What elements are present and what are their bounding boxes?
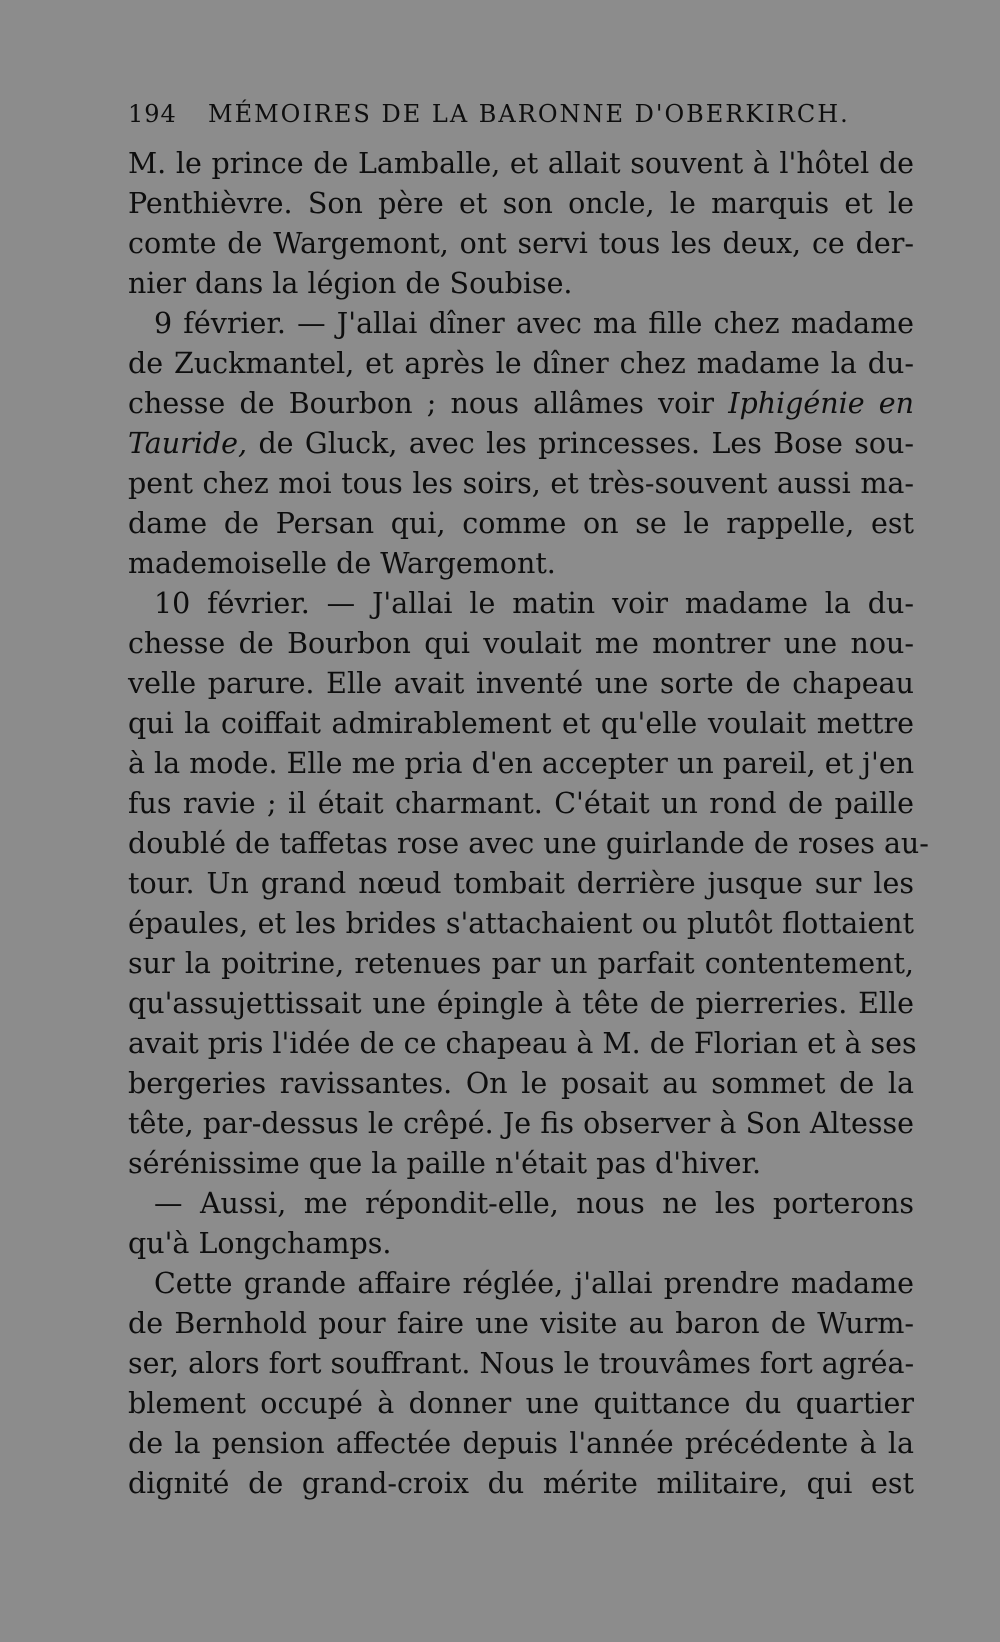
text-line: mademoiselle de Wargemont. [128, 547, 556, 580]
page-number: 194 [128, 100, 177, 128]
text-line: chesse de Bourbon qui voulait me montrer une nou- [128, 627, 914, 660]
text-line: de la pension affectée depuis l'année précédente à la [128, 1427, 914, 1460]
text-segment: de Gluck, avec les princesses. Les Bose sou- [247, 427, 914, 460]
text-line: tête, par-dessus le crêpé. Je fis observer à Son Altesse [128, 1107, 914, 1140]
text-line [128, 384, 914, 424]
text-line: Cette grande affaire réglée, j'allai prendre madame [154, 1267, 914, 1300]
text-line: blement occupé à donner une quittance du quartier [128, 1387, 914, 1420]
running-title: MÉMOIRES DE LA BARONNE D'OBERKIRCH. [208, 100, 850, 128]
text-line: de Bernhold pour faire une visite au baron de Wurm- [128, 1307, 914, 1340]
text-line: dame de Persan qui, comme on se le rappelle, est [128, 507, 914, 540]
text-line: ser, alors fort souffrant. Nous le trouvâmes fort agréa- [128, 1347, 915, 1380]
text-line: sérénissime que la paille n'était pas d'hiver. [128, 1147, 762, 1180]
book-page [128, 100, 929, 1504]
text-line: de Zuckmantel, et après le dîner chez madame la du- [128, 347, 914, 380]
text-line: — Aussi, me répondit-elle, nous ne les porterons [154, 1187, 914, 1220]
text-line: qui la coiffait admirablement et qu'elle voulait mettre [128, 707, 914, 740]
text-segment: chesse de Bourbon ; nous allâmes voir [128, 387, 715, 420]
text-line: pent chez moi tous les soirs, et très-souvent aussi ma- [128, 467, 914, 500]
text-line: avait pris l'idée de ce chapeau à M. de Florian et à ses [128, 1027, 917, 1060]
text-line: 10 février. — J'allai le matin voir madame la du- [154, 587, 914, 620]
text-line: comte de Wargemont, ont servi tous les deux, ce der- [128, 227, 914, 260]
text-line: nier dans la légion de Soubise. [128, 267, 573, 300]
text-line: fus ravie ; il était charmant. C'était un rond de paille [128, 787, 914, 820]
italic-title: Iphigénie en [728, 387, 915, 420]
text-line: doublé de taffetas rose avec une guirlande de roses au- [128, 827, 929, 860]
text-line: M. le prince de Lamballe, et allait souvent à l'hôtel de [128, 147, 914, 180]
text-line: épaules, et les brides s'attachaient ou plutôt flottaient [128, 907, 914, 940]
text-line: dignité de grand-croix du mérite militaire, qui est [128, 1467, 914, 1500]
text-line: tour. Un grand nœud tombait derrière jusque sur les [128, 867, 914, 900]
text-line: 9 février. — J'allai dîner avec ma fille chez madame [154, 307, 914, 340]
text-line: bergeries ravissantes. On le posait au sommet de la [128, 1067, 914, 1100]
text-line: Penthièvre. Son père et son oncle, le marquis et le [128, 187, 914, 220]
page-header [128, 100, 914, 140]
text-line: qu'assujettissait une épingle à tête de pierreries. Elle [128, 987, 914, 1020]
text-line: à la mode. Elle me pria d'en accepter un pareil, et j'en [128, 747, 915, 780]
text-line: velle parure. Elle avait inventé une sorte de chapeau [128, 667, 914, 700]
italic-title-cont: Tauride, [128, 427, 248, 460]
text-line: sur la poitrine, retenues par un parfait contentement, [128, 947, 914, 980]
text-line: qu'à Longchamps. [128, 1227, 392, 1260]
text-line [128, 424, 914, 464]
